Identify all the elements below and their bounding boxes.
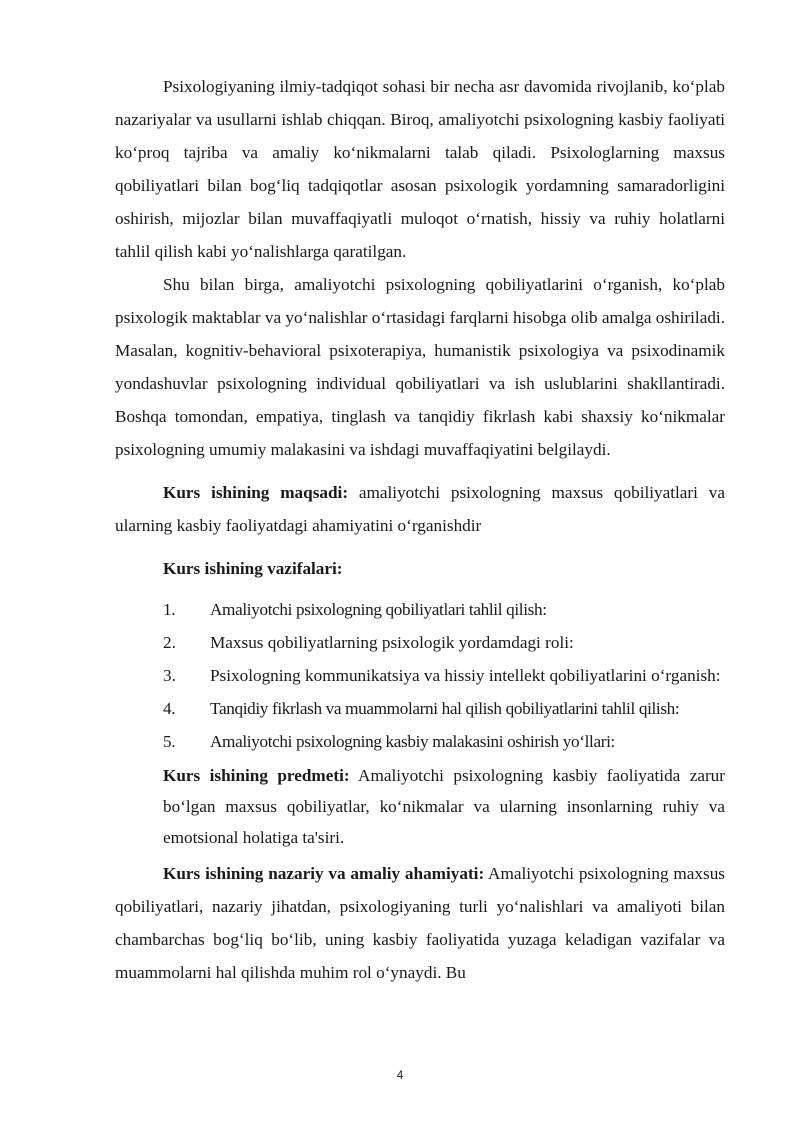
task-number: 2. [163,633,176,652]
goal-text: amaliyotchi psixologning maxsus qobiliyatlari va ularning kasbiy faoliyatdagi ahamiyatini o‘rganishdir [115,483,725,535]
subject-paragraph [163,760,725,853]
task-number: 1. [163,600,176,619]
subject-text: Amaliyotchi psixologning kasbiy faoliyatida zarur bo‘lgan maxsus qobiliyatlar, ko‘nikmalar va ularning insonlarning ruhiy va emotsional holatiga ta'siri. [163,766,725,847]
task-item [115,626,725,659]
subject-label: Kurs ishining predmeti: [163,766,350,785]
task-number: 3. [163,666,176,685]
task-item [115,692,725,725]
task-item [115,725,725,758]
significance-text: Amaliyotchi psixologning maxsus qobiliyatlari, nazariy jihatdan, psixologiyaning turli yo‘nalishlari va amaliyoti bilan chambarchas bog‘liq bo‘lib, uning kasbiy faoliyatida yuzaga keladigan vazifalar va muammolarni hal qilishda muhim rol o‘ynaydi. Bu [115,864,725,982]
significance-paragraph [115,857,725,989]
tasks-heading: Kurs ishining vazifalari: [163,559,343,578]
task-number: 5. [163,732,176,751]
goal-paragraph [115,476,725,542]
task-text: Psixologning kommunikatsiya va hissiy intellekt qobiliyatlarini o‘rganish: [210,666,721,685]
task-text: Maxsus qobiliyatlarning psixologik yordamdagi roli: [210,633,574,652]
document-page [115,70,725,989]
task-text: Tanqidiy fikrlash va muammolarni hal qilish qobiliyatlarini tahlil qilish: [210,699,680,718]
task-text: Amaliyotchi psixologning qobiliyatlari tahlil qilish: [210,600,547,619]
significance-label: Kurs ishining nazariy va amaliy ahamiyati: [163,864,485,883]
page-number: 4 [396,1068,404,1082]
task-text: Amaliyotchi psixologning kasbiy malakasini oshirish yo‘llari: [210,732,615,751]
intro-paragraph-1: Psixologiyaning ilmiy-tadqiqot sohasi bir necha asr davomida rivojlanib, ko‘plab nazariyalar va usullarni ishlab chiqqan. Biroq, amaliyotchi psixologning kasbiy faoliyati ko‘proq tajriba va amaliy ko‘nikmalarni talab qiladi. Psixologlarning maxsus qobiliyatlari bilan bog‘liq tadqiqotlar asosan psixologik yordamning samaradorligini oshirish, mijozlar bilan muvaffaqiyatli muloqot o‘rnatish, hissiy va ruhiy holatlarni tahlil qilish kabi yo‘nalishlarga qaratilgan. [115,77,725,261]
task-number: 4. [163,699,176,718]
task-item [115,659,725,692]
goal-label: Kurs ishining maqsadi: [163,483,349,502]
task-item [115,593,725,626]
intro-paragraph-2: Shu bilan birga, amaliyotchi psixologning qobiliyatlarini o‘rganish, ko‘plab psixologik maktablar va yo‘nalishlar o‘rtasidagi farqlarni hisobga olib amalga oshiriladi. Masalan, kognitiv-behavioral psixoterapiya, humanistik psixologiya va psixodinamik yondashuvlar psixologning individual qobiliyatlari va ish uslublarini shakllantiradi. Boshqa tomondan, empatiya, tinglash va tanqidiy fikrlash kabi shaxsiy ko‘nikmalar psixologning umumiy malakasini va ishdagi muvaffaqiyatini belgilaydi. [115,275,725,459]
